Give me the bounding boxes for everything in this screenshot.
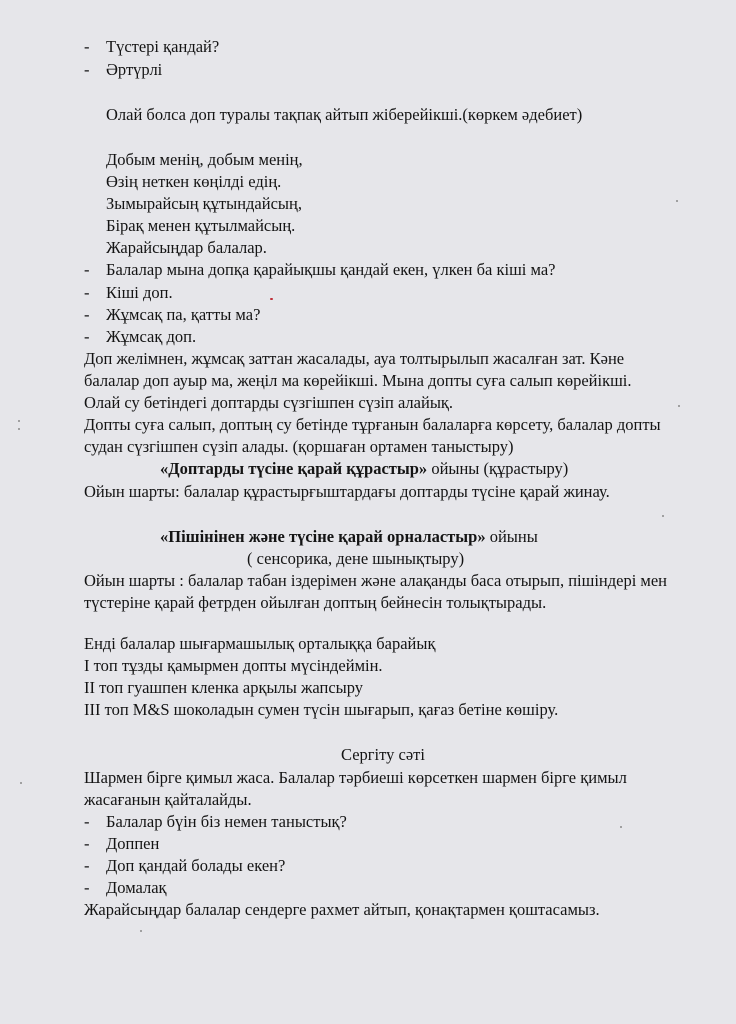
scan-speck [270, 298, 273, 300]
scan-speck [678, 405, 680, 407]
dialogue-line: Әртүрлі [106, 60, 163, 79]
paragraph-line: Доп желімнен, жұмсақ заттан жасалады, ауа толтырылып жасалған зат. Кәне [84, 349, 625, 368]
paragraph-line: Олай болса доп туралы тақпақ айтып жіберейікші.(көркем әдебиет) [106, 105, 583, 124]
scan-speck [662, 515, 664, 517]
list-dash: - [84, 856, 90, 875]
game-title-rest: ойыны [485, 527, 538, 546]
game-title-rest: ойыны (құрастыру) [427, 459, 569, 478]
scan-speck [620, 826, 622, 828]
dialogue-line: Балалар бүін біз немен таныстық? [106, 812, 347, 831]
list-dash: - [84, 834, 90, 853]
game-rule: түстеріне қарай фетрден ойылған доптың бейнесін толықтырады. [84, 593, 547, 612]
paragraph-line: Олай су бетіндегі доптарды сүзгішпен сүзіп алайық. [84, 393, 454, 412]
list-dash: - [84, 283, 90, 302]
paragraph-line: Жарайсыңдар балалар сендерге рахмет айтып, қонақтармен қоштасамыз. [84, 900, 600, 919]
game-rule: Ойын шарты : балалар табан іздерімен және алақанды баса отырып, пішіндері мен [84, 571, 668, 590]
list-dash: - [84, 305, 90, 324]
paragraph-line: жасағанын қайталайды. [84, 790, 252, 809]
game-subtitle: ( сенсорика, дене шынықтыру) [247, 549, 465, 568]
poem-line: Жарайсыңдар балалар. [106, 238, 267, 257]
poem-line: Добым менің, добым менің, [106, 150, 303, 169]
scan-speck [676, 200, 678, 202]
scan-speck [20, 782, 22, 784]
game-title [160, 526, 538, 548]
game-title-bold: «Пішінінен және түсіне қарай орналастыр» [160, 527, 486, 546]
dialogue-line: Кіші доп. [106, 283, 173, 302]
group-line: ІІІ топ M&S шоколадын сумен түсін шығарып, қағаз бетіне көшіру. [84, 700, 559, 719]
dialogue-line: Жұмсақ па, қатты ма? [106, 305, 261, 324]
poem-line: Зымырайсың құтындайсың, [106, 194, 302, 213]
game-title [160, 458, 568, 480]
list-dash: - [84, 37, 90, 56]
game-title-bold: «Доптарды түсіне қарай құрастыр» [160, 459, 428, 478]
dialogue-line: Түстері қандай? [106, 37, 220, 56]
dialogue-line: Доп қандай болады екен? [106, 856, 286, 875]
poem-line: Бірақ менен құтылмайсың. [106, 216, 296, 235]
scan-speck [18, 420, 20, 422]
scan-speck [18, 428, 20, 430]
section-title: Сергіту сәті [341, 745, 425, 764]
list-dash: - [84, 327, 90, 346]
paragraph-line: судан сүзгішпен сүзіп алады. (қоршаған ортамен таныстыру) [84, 437, 514, 456]
dialogue-line: Балалар мына допқа қарайықшы қандай екен, үлкен ба кіші ма? [106, 260, 556, 279]
paragraph-line: Енді балалар шығармашылық орталыққа барайық [84, 634, 436, 653]
paragraph-line: Шармен бірге қимыл жаса. Балалар тәрбиеші көрсеткен шармен бірге қимыл [84, 768, 627, 787]
dialogue-line: Домалақ [106, 878, 167, 897]
paragraph-line: Допты суға салып, доптың су бетінде тұрғанын балаларға көрсету, балалар допты [84, 415, 661, 434]
dialogue-line: Жұмсақ доп. [106, 327, 197, 346]
game-rule: Ойын шарты: балалар құрастырғыштардағы доптарды түсіне қарай жинау. [84, 482, 610, 501]
list-dash: - [84, 260, 90, 279]
paragraph-line: балалар доп ауыр ма, жеңіл ма көрейікші. Мына допты суға салып көрейікші. [84, 371, 632, 390]
group-line: І топ тұзды қамырмен допты мүсіндеймін. [84, 656, 383, 675]
group-line: ІІ топ гуашпен кленка арқылы жапсыру [84, 678, 364, 697]
list-dash: - [84, 878, 90, 897]
list-dash: - [84, 812, 90, 831]
poem-line: Өзің неткен көңілді едің. [106, 172, 282, 191]
dialogue-line: Доппен [106, 834, 160, 853]
scan-speck [140, 930, 142, 932]
list-dash: - [84, 60, 90, 79]
